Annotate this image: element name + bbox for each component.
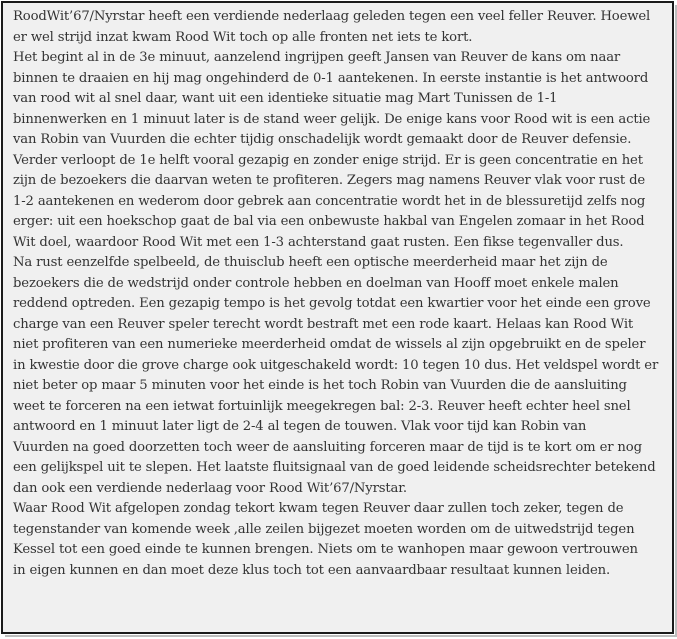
text-line: binnenwerken en 1 minuut later is de stand weer gelijk. De enige kans voor Rood wit is een actie	[13, 111, 651, 127]
text-line: binnen te draaien en hij mag ongehinderd de 0-1 aantekenen. In eerste instantie is het antwoord	[13, 70, 649, 86]
text-line: niet beter op maar 5 minuten voor het einde is het toch Robin van Vuurden die de aansluiting	[13, 378, 627, 393]
frame-shadow-bottom	[5, 635, 677, 637]
text-line: Kessel tot een goed einde te kunnen brengen. Niets om te wanhopen maar gewoon vertrouwen	[13, 542, 638, 557]
text-line: zijn de bezoekers die daarvan weten te profiteren. Zegers mag namens Reuver vlak voor rust de	[13, 173, 646, 188]
text-line: weet te forceren na een ietwat fortuinlijk meegekregen bal: 2-3. Reuver heeft echter heel snel	[13, 398, 631, 414]
article-frame	[1, 1, 674, 634]
text-line: tegenstander van komende week ,alle zeilen bijgezet moeten worden om de uitwedstrijd tegen	[13, 521, 635, 537]
text-line: een gelijkspel uit te slepen. Het laatste fluitsignaal van de goed leidende scheidsrechter betekend	[13, 460, 656, 475]
text-line: reddend optreden. Een gezapig tempo is het gevolg totdat een kwartier voor het einde een grove	[13, 296, 651, 311]
match-report-text	[13, 7, 668, 581]
text-line: Wit doel, waardoor Rood Wit met een 1-3 achterstand gaat rusten. Een fikse tegenvaller dus.	[13, 234, 624, 250]
text-line: niet profiteren van een numerieke meerderheid omdat de wissels al zijn opgebruikt en de speler	[13, 337, 646, 352]
text-line: er wel strijd inzat kwam Rood Wit toch op alle fronten net iets te kort.	[13, 29, 473, 45]
text-line: in kwestie door die grove charge ook uitgeschakeld wordt: 10 tegen 10 dus. Het veldspel wordt er	[13, 357, 659, 373]
text-line: van Robin van Vuurden die echter tijdig onschadelijk wordt gemaakt door de Reuver defensie.	[13, 132, 632, 147]
text-line: charge van een Reuver speler terecht wordt bestraft met een rode kaart. Helaas kan Rood Wit	[13, 316, 634, 332]
text-line: antwoord en 1 minuut later ligt de 2-4 al tegen de touwen. Vlak voor tijd kan Robin van	[13, 419, 587, 434]
text-line: Na rust eenzelfde spelbeeld, de thuisclub heeft een optische meerderheid maar het zijn de	[13, 255, 608, 270]
text-line: erger: uit een hoekschop gaat de bal via een onbewuste hakbal van Engelen zomaar in het Rood	[13, 214, 645, 229]
text-line: RoodWit’67/Nyrstar heeft een verdiende nederlaag geleden tegen een veel feller Reuver. Hoewel	[13, 9, 651, 24]
text-line: Verder verloopt de 1e helft vooral gezapig en zonder enige strijd. Er is geen concentratie en het	[13, 152, 643, 168]
text-line: Vuurden na goed doorzetten toch weer de aansluiting forceren maar de tijd is te kort om er nog	[13, 439, 642, 455]
text-line: in eigen kunnen en dan moet deze klus toch tot een aanvaardbaar resultaat kunnen leiden.	[13, 562, 611, 578]
text-line: Het begint al in de 3e minuut, aanzelend ingrijpen geeft Jansen van Reuver de kans om naar	[13, 50, 621, 65]
text-line: 1-2 aantekenen en wederom door gebrek aan concentratie wordt het in de blessuretijd zelfs nog	[13, 193, 646, 209]
text-line: dan ook een verdiende nederlaag voor Rood Wit’67/Nyrstar.	[13, 480, 407, 496]
text-line: bezoekers die de wedstrijd onder controle hebben en doelman van Hooff moet enkele malen	[13, 275, 619, 291]
text-line: van rood wit al snel daar, want uit een identieke situatie mag Mart Tunissen de 1-1	[13, 91, 558, 106]
text-line: Waar Rood Wit afgelopen zondag tekort kwam tegen Reuver daar zullen toch zeker, tegen de	[13, 501, 624, 516]
